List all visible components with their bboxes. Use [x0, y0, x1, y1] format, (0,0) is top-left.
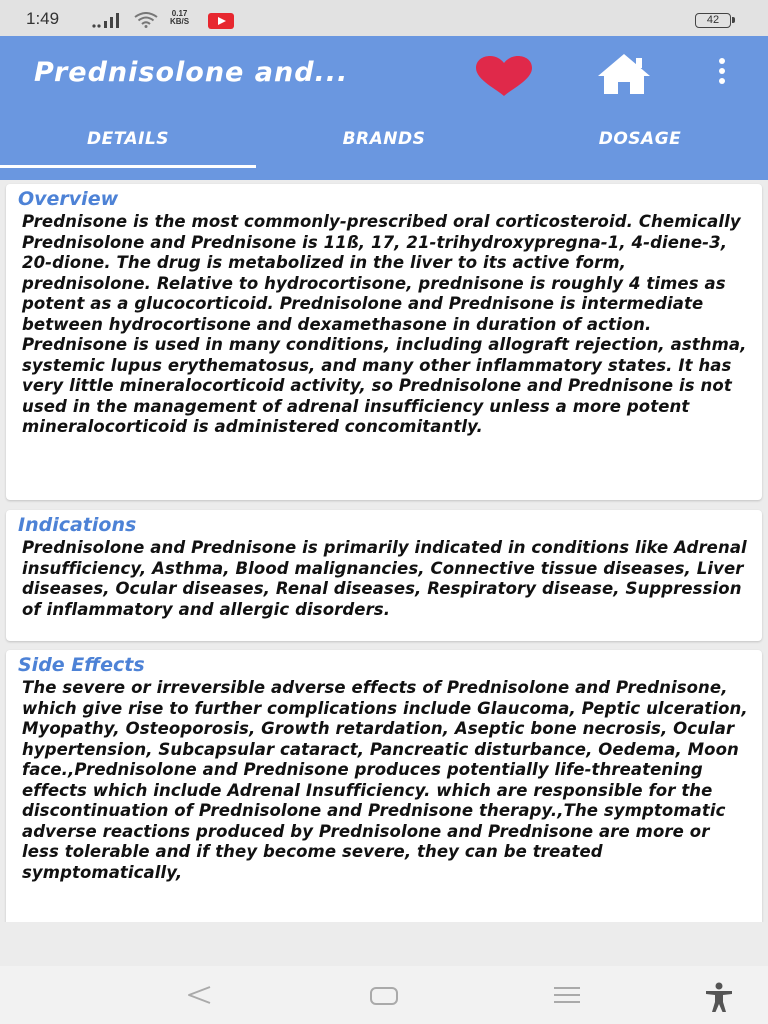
signal-icon — [92, 12, 124, 28]
tab-details[interactable]: DETAILS — [86, 129, 170, 149]
heart-icon[interactable] — [474, 56, 534, 98]
side-effects-text: The severe or irreversible adverse effects of Prednisolone and Prednisone, which give rise to further complications include Glaucoma, Peptic ulceration, Myopathy, Osteoporosis, Growth retardation, Aseptic bone necrosis, Ocular hypertension, Subcapsular cataract, Pancreatic disturbance, Oedema, Moon face.,Prednisolone and Prednisone produces potentially life-threatening effects which include Adrenal Insufficiency. which are responsible for the discontinuation of Prednisolone and Prednisone therapy.,The symptomatic adverse reactions produced by Prednisolone and Prednisone are more or less tolerable and if they become severe, they can be treated symptomatically, — [22, 678, 748, 882]
details-content[interactable] — [0, 180, 768, 922]
network-speed-value: 0.17 — [171, 9, 188, 18]
tab-bar — [0, 118, 768, 168]
tab-dosage[interactable]: DOSAGE — [598, 129, 682, 149]
side-effects-card — [6, 650, 762, 922]
selected-tab-indicator — [0, 165, 256, 168]
system-nav-bar — [0, 966, 768, 1024]
tab-brands[interactable]: BRANDS — [342, 129, 426, 149]
page-title: Prednisolone and... — [34, 57, 349, 88]
back-triangle-icon[interactable] — [186, 985, 212, 1005]
accessibility-icon[interactable] — [702, 980, 736, 1014]
home-pill-icon[interactable] — [370, 987, 398, 1005]
status-time: 1:49 — [26, 9, 60, 28]
app-bar — [0, 36, 768, 180]
network-speed — [170, 10, 189, 26]
overview-text: Prednisone is the most commonly-prescribed oral corticosteroid. Chemically Prednisolone and Prednisone is 11ß, 17, 21-trihydroxypregna-1, 4-diene-3, 20-dione. The drug is metabolized in the liver to its active form, prednisolone. Relative to hydrocortisone, prednisone is roughly 4 times as potent as a glucocorticoid. Prednisolone and Prednisone is intermediate between hydrocortisone and dexamethasone in duration of action. Prednisone is used in many conditions, including allograft rejection, asthma, systemic lupus erythematosus, and many other inflammatory states. It has very little mineralocorticoid activity, so Prednisolone and Prednisone is not used in the management of adrenal insufficiency unless a more potent mineralocorticoid is administered concomitantly. — [22, 212, 747, 436]
indications-card — [6, 510, 762, 641]
home-icon[interactable] — [594, 52, 654, 96]
youtube-notification-icon — [208, 13, 234, 29]
recents-icon[interactable] — [554, 987, 580, 1005]
overview-card — [6, 184, 762, 500]
overview-title: Overview — [18, 188, 119, 210]
more-vert-icon[interactable] — [708, 54, 736, 98]
indications-text: Prednisolone and Prednisone is primarily indicated in conditions like Adrenal insufficiency, Asthma, Blood malignancies, Connective tissue diseases, Liver diseases, Ocular diseases, Renal diseases, Respiratory disease, Suppression of inflammatory and allergic disorders. — [22, 538, 747, 619]
indications-title: Indications — [18, 514, 137, 536]
network-speed-unit: KB/S — [170, 17, 190, 26]
wifi-icon — [134, 12, 158, 28]
battery-icon: 42 — [695, 13, 731, 28]
side-effects-title: Side Effects — [18, 654, 145, 676]
status-bar — [0, 0, 768, 36]
